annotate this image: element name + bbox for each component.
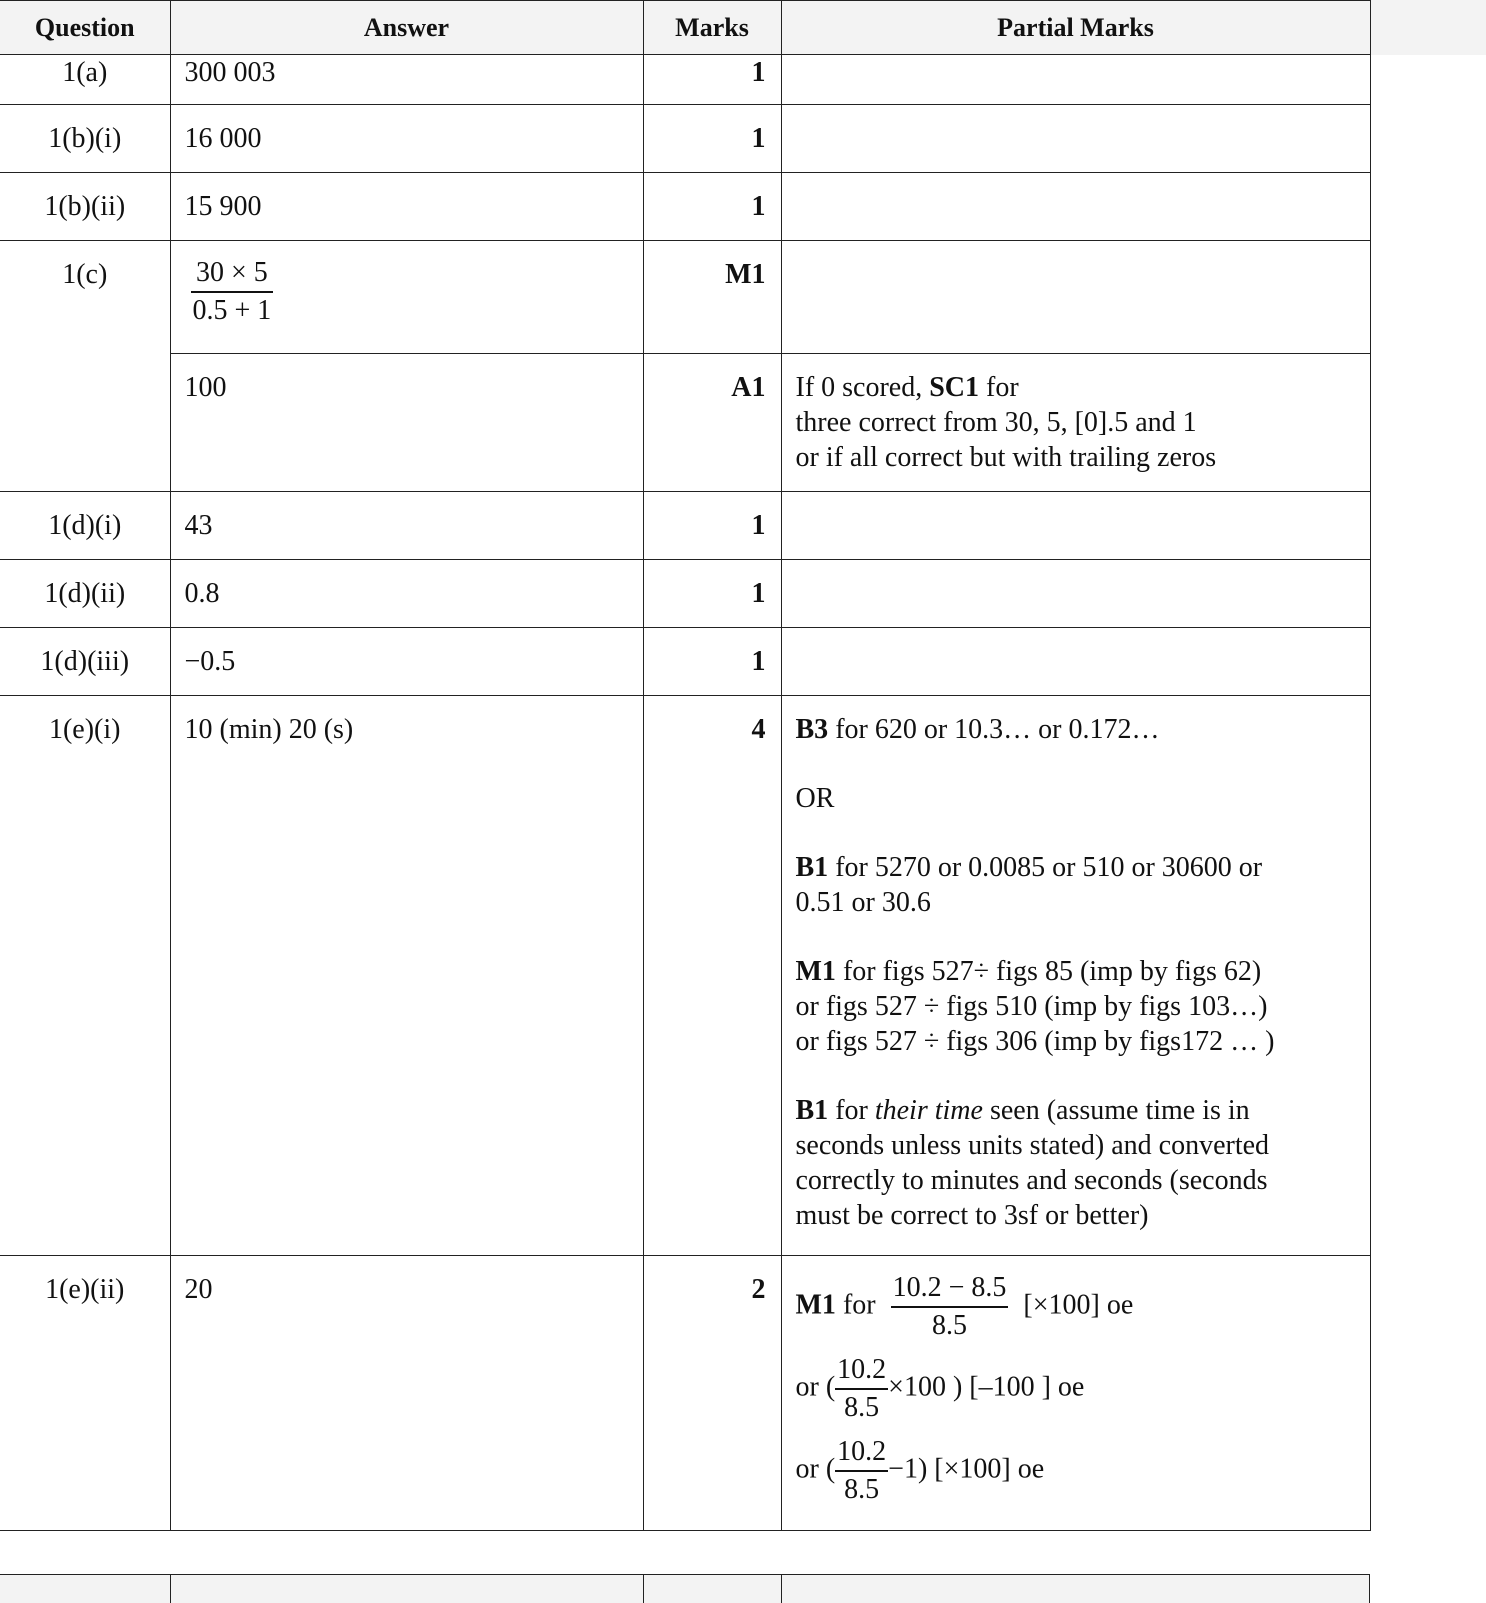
partial-line: three correct from 30, 5, [0].5 and 1 [795,407,1197,438]
partial-line [796,850,1356,885]
answer-cell: 15 900 [170,173,643,241]
partial-marks-cell [781,560,1370,628]
fraction-numerator: 10.2 − 8.5 [891,1270,1009,1308]
partial-marks-cell [781,241,1370,354]
next-table-header-strip [0,1574,1370,1603]
partial-marks-cell [781,628,1370,696]
table-row [0,696,1370,1256]
partial-line: or if all correct but with trailing zeros [795,442,1217,473]
fraction-denominator: 8.5 [844,1392,880,1423]
answer-fraction [191,255,274,329]
fraction-denominator: 8.5 [931,1310,967,1341]
partial-line [796,1093,1356,1128]
fraction-numerator: 30 × 5 [191,255,274,293]
partial-marks-cell [781,492,1370,560]
table-row [0,173,1370,241]
table-row [0,55,1370,105]
answer-cell [170,241,643,354]
partial-text: for 5270 or 0.0085 or 510 or 30600 or [828,852,1263,883]
question-number: 1(d)(iii) [0,628,170,696]
partial-text: −1) [×100] oe [888,1453,1045,1485]
fraction-numerator: 10.2 [835,1434,888,1472]
table-row [0,241,1370,354]
partial-line [796,1352,1356,1426]
partial-text: ×100 ) [–100 ] oe [888,1371,1085,1403]
answer-cell: −0.5 [170,628,643,696]
question-number: 1(a) [0,55,170,105]
question-number: 1(e)(i) [0,696,170,1256]
marks-cell: 1 [643,492,781,560]
partial-line: or figs 527 ÷ figs 510 (imp by figs 103…) [795,991,1268,1022]
answer-cell: 10 (min) 20 (s) [170,696,643,1256]
question-number: 1(e)(ii) [0,1256,170,1531]
mark-code: B1 [795,852,829,883]
partial-text: for figs 527÷ figs 85 (imp by figs 62) [835,956,1262,987]
marks-cell: 1 [643,55,781,105]
partial-marks-cell [781,1256,1370,1531]
partial-text: for [979,372,1019,403]
partial-marks-cell [781,173,1370,241]
partial-line [796,370,1356,405]
partial-text: seen (assume time is in [982,1095,1250,1126]
marks-cell: 1 [643,628,781,696]
header-marks: Marks [643,1,781,55]
answer-cell: 43 [170,492,643,560]
partial-line [796,954,1356,989]
table-row [0,1256,1370,1531]
question-number: 1(d)(ii) [0,560,170,628]
partial-text: for 620 or 10.3… or 0.172… [828,714,1160,745]
table-row [0,628,1370,696]
fraction-numerator: 10.2 [835,1352,888,1390]
table-row [0,560,1370,628]
partial-fraction [835,1352,888,1426]
marks-cell: 1 [643,105,781,173]
table-header-row [0,1,1370,55]
marks-cell: 1 [643,560,781,628]
partial-fraction [891,1270,1009,1344]
table-row [0,492,1370,560]
marks-cell: 2 [643,1256,781,1531]
answer-cell: 100 [170,354,643,492]
question-number: 1(d)(i) [0,492,170,560]
partial-marks-cell [781,354,1370,492]
partial-text: or ( [795,1371,836,1403]
mark-code: B3 [795,714,829,745]
marks-cell: M1 [643,241,781,354]
partial-line [796,1270,1356,1344]
partial-line: seconds unless units stated) and converted [795,1130,1270,1161]
partial-line: or figs 527 ÷ figs 306 (imp by figs172 … ) [795,1026,1275,1057]
header-answer: Answer [170,1,643,55]
fraction-denominator: 8.5 [844,1474,880,1505]
answer-cell: 300 003 [170,55,643,105]
mark-code: B1 [795,1095,829,1126]
marks-cell: 4 [643,696,781,1256]
question-number: 1(b)(ii) [0,173,170,241]
partial-marks-cell [781,55,1370,105]
question-number: 1(b)(i) [0,105,170,173]
marks-cell: A1 [643,354,781,492]
header-partial-marks: Partial Marks [781,1,1370,55]
partial-line: 0.51 or 30.6 [795,887,931,918]
table-row [0,105,1370,173]
header-question: Question [0,1,170,55]
answer-cell: 16 000 [170,105,643,173]
table-row [0,354,1370,492]
partial-marks-cell [781,105,1370,173]
partial-text: [×100] oe [1016,1289,1134,1321]
partial-line [796,1434,1356,1508]
partial-line [796,712,1356,747]
partial-text: for [828,1095,875,1126]
question-number: 1(c) [0,241,170,492]
mark-code: M1 [795,1289,836,1321]
partial-text: or ( [795,1453,836,1485]
partial-line: must be correct to 3sf or better) [795,1200,1149,1231]
mark-code: M1 [795,956,836,987]
partial-marks-cell [781,696,1370,1256]
partial-italic-text: their time [874,1095,983,1126]
mark-code: SC1 [929,372,980,403]
answer-cell: 20 [170,1256,643,1531]
partial-text: for [835,1289,883,1321]
partial-line: correctly to minutes and seconds (seconds [795,1165,1268,1196]
fraction-denominator: 0.5 + 1 [192,295,272,326]
partial-line: OR [795,783,835,814]
partial-fraction [835,1434,888,1508]
marks-cell: 1 [643,173,781,241]
partial-text: If 0 scored, [795,372,930,403]
answer-cell: 0.8 [170,560,643,628]
